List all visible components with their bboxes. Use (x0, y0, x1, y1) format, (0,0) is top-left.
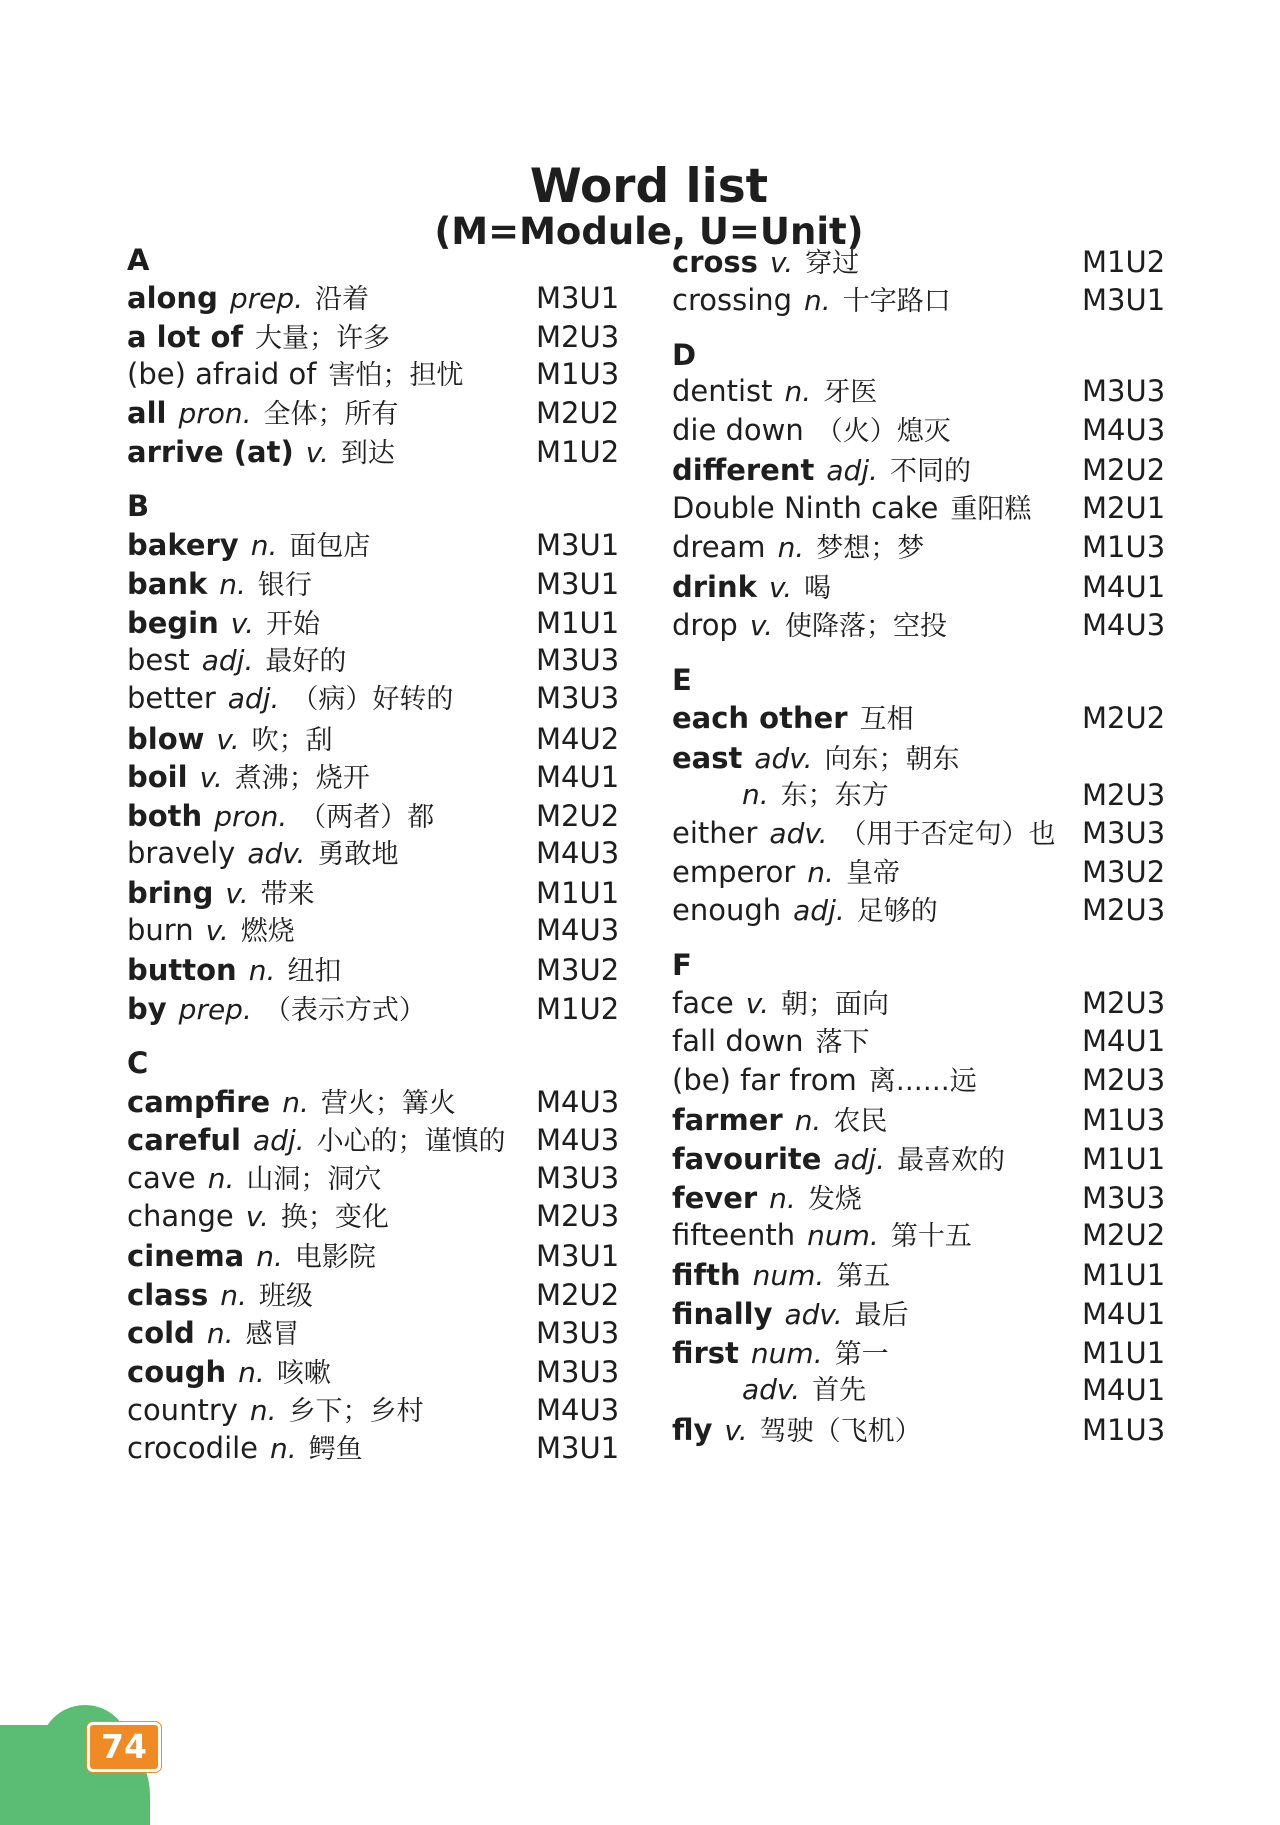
entry-chinese-meaning: 沿着 (315, 284, 370, 315)
entry-module-unit-code: M1U1 (536, 606, 620, 640)
entry-chinese-meaning: 鳄鱼 (308, 1434, 363, 1465)
entry-word: cold (127, 1316, 195, 1350)
entry-module-unit-code: M3U1 (536, 1431, 620, 1465)
entry-chinese-meaning: 害怕；担忧 (328, 360, 464, 391)
entry-chinese-meaning: 驾驶（飞机） (759, 1416, 922, 1447)
entry-chinese-meaning: 农民 (833, 1106, 888, 1137)
entry-word: drop (672, 608, 738, 642)
entry-word: east (672, 741, 743, 775)
entry-word: crossing (672, 283, 793, 317)
entry-module-unit-code: M4U3 (536, 1123, 620, 1157)
section-letter (672, 660, 1212, 700)
section-letter (672, 335, 1212, 375)
word-entry (672, 605, 1212, 645)
entry-chinese-meaning: 离……远 (868, 1066, 977, 1097)
entry-chinese-meaning: 朝；面向 (780, 989, 889, 1020)
entry-part-of-speech: adj. (833, 1143, 886, 1176)
entry-part-of-speech: n. (270, 1432, 297, 1465)
entry-chinese-meaning: 第一 (834, 1339, 889, 1370)
word-entry (672, 488, 1212, 528)
entry-word: finally (672, 1297, 773, 1331)
word-entry (672, 371, 1212, 411)
entry-module-unit-code: M2U2 (1082, 1218, 1166, 1252)
entry-word: by (127, 992, 167, 1026)
entry-chinese-meaning: 到达 (340, 438, 395, 469)
entry-word: blow (127, 722, 205, 756)
entry-part-of-speech: num. (807, 1219, 879, 1252)
entry-word: favourite (672, 1142, 822, 1176)
entry-part-of-speech: n. (207, 1162, 235, 1195)
entry-chinese-meaning: 纽扣 (287, 956, 342, 987)
entry-module-unit-code: M3U1 (536, 1239, 620, 1273)
entry-word: bakery (127, 528, 239, 562)
entry-part-of-speech: num. (752, 1259, 825, 1292)
section-letter (672, 945, 1212, 985)
entry-chinese-meaning: 落下 (815, 1027, 870, 1058)
entry-word: careful (127, 1123, 241, 1157)
entry-chinese-meaning: 十字路口 (842, 286, 951, 317)
word-entry (672, 738, 1212, 778)
entry-part-of-speech: pron. (214, 800, 288, 833)
entry-part-of-speech: v. (205, 914, 229, 947)
word-entry (672, 890, 1212, 930)
page-subtitle: (M=Module, U=Unit) (434, 210, 864, 253)
entry-module-unit-code: M3U3 (536, 1161, 620, 1195)
word-entry (672, 1255, 1212, 1295)
entry-part-of-speech: n. (769, 1182, 796, 1215)
entry-module-unit-code: M2U3 (536, 320, 620, 354)
entry-word: cross (672, 245, 758, 279)
entry-module-unit-code: M3U1 (536, 567, 620, 601)
entry-part-of-speech: n. (238, 1356, 265, 1389)
entry-part-of-speech: n. (282, 1086, 309, 1119)
entry-chinese-meaning: （两者）都 (299, 802, 435, 833)
entry-part-of-speech: adj. (252, 1124, 305, 1157)
entry-chinese-meaning: 不同的 (889, 456, 971, 487)
entry-word: farmer (672, 1103, 783, 1137)
entry-module-unit-code: M4U1 (1082, 570, 1166, 604)
entry-part-of-speech: n. (219, 568, 246, 601)
entry-chinese-meaning: 重阳糕 (950, 494, 1032, 525)
entry-part-of-speech: pron. (178, 397, 252, 430)
entry-part-of-speech: n. (794, 1104, 822, 1137)
entry-chinese-meaning: 感冒 (245, 1319, 300, 1350)
entry-module-unit-code: M4U3 (536, 913, 620, 947)
entry-word: either (672, 816, 758, 850)
entry-part-of-speech: prep. (229, 282, 304, 315)
entry-chinese-meaning: 全体；所有 (263, 399, 399, 430)
entry-chinese-meaning: 东；东方 (780, 780, 889, 811)
entry-module-unit-code: M2U3 (1082, 778, 1166, 812)
entry-part-of-speech: v. (749, 609, 774, 642)
entry-module-unit-code: M3U1 (1082, 283, 1166, 317)
entry-part-of-speech: adv. (784, 1298, 843, 1331)
entry-module-unit-code: M3U3 (1082, 1181, 1166, 1215)
word-entry (672, 983, 1212, 1023)
entry-word: begin (127, 606, 219, 640)
entry-chinese-meaning: 带来 (260, 879, 315, 910)
entry-chinese-meaning: 首先 (812, 1375, 867, 1406)
entry-chinese-meaning: 最后 (854, 1300, 909, 1331)
entry-module-unit-code: M3U3 (536, 1355, 620, 1389)
entry-chinese-meaning: 喝 (804, 573, 832, 604)
entry-module-unit-code: M3U3 (536, 643, 620, 677)
entry-part-of-speech: v. (225, 877, 249, 910)
word-entry (672, 280, 1212, 320)
entry-part-of-speech: v. (199, 761, 223, 794)
entry-part-of-speech: adv. (769, 817, 828, 850)
entry-word: fifth (672, 1258, 741, 1292)
entry-part-of-speech: n. (807, 856, 834, 889)
section-letter-text: C (127, 1046, 149, 1080)
section-letter-text: D (672, 338, 697, 372)
entry-module-unit-code: M3U1 (536, 528, 620, 562)
entry-word: both (127, 799, 203, 833)
word-entry (672, 1100, 1212, 1140)
entry-word: crocodile (127, 1431, 259, 1465)
entry-part-of-speech: num. (750, 1337, 823, 1370)
word-entry (672, 1178, 1212, 1218)
entry-chinese-meaning: 山洞；洞穴 (246, 1164, 382, 1195)
entry-module-unit-code: M3U3 (1082, 816, 1166, 850)
entry-word: bank (127, 567, 208, 601)
section-letter-text: E (672, 663, 692, 697)
entry-part-of-speech: n. (249, 1394, 277, 1427)
entry-chinese-meaning: 第十五 (890, 1221, 972, 1252)
entry-word: button (127, 953, 237, 987)
entry-chinese-meaning: 大量；许多 (255, 323, 391, 354)
entry-word: cough (127, 1355, 227, 1389)
word-entry (672, 1215, 1212, 1255)
word-entry (672, 410, 1212, 450)
entry-part-of-speech: n. (804, 284, 831, 317)
word-entry (672, 1410, 1212, 1450)
page-title: Word list (529, 159, 769, 214)
entry-module-unit-code: M4U1 (1082, 1024, 1166, 1058)
entry-word: different (672, 453, 815, 487)
word-entry (672, 527, 1212, 567)
entry-chinese-meaning: 足够的 (856, 896, 938, 927)
entry-chinese-meaning: 向东；朝东 (824, 744, 960, 775)
word-entry (672, 1060, 1212, 1100)
entry-module-unit-code: M1U2 (1082, 245, 1166, 279)
entry-part-of-speech: v. (230, 607, 254, 640)
entry-chinese-meaning: 最好的 (265, 646, 347, 677)
entry-module-unit-code: M3U3 (536, 681, 620, 715)
word-entry (672, 775, 1280, 815)
entry-part-of-speech: n. (256, 1240, 283, 1273)
entry-chinese-meaning: 穿过 (805, 248, 860, 279)
entry-part-of-speech: v. (745, 987, 769, 1020)
entry-word: change (127, 1199, 234, 1233)
entry-part-of-speech: n. (742, 778, 769, 811)
entry-module-unit-code: M4U3 (1082, 413, 1166, 447)
entry-module-unit-code: M1U1 (1082, 1142, 1166, 1176)
entry-part-of-speech: n. (784, 375, 812, 408)
entry-chinese-meaning: 乡下；乡村 (288, 1396, 424, 1427)
entry-chinese-meaning: 营火；篝火 (320, 1088, 456, 1119)
entry-word: each other (672, 701, 848, 735)
entry-module-unit-code: M3U1 (536, 281, 620, 315)
entry-word: dream (672, 530, 766, 564)
entry-module-unit-code: M1U3 (1082, 1413, 1166, 1447)
entry-word: emperor (672, 855, 796, 889)
entry-chinese-meaning: （用于否定句）也 (839, 819, 1056, 850)
entry-module-unit-code: M4U2 (536, 722, 620, 756)
word-entry (672, 1139, 1212, 1179)
entry-word: class (127, 1278, 209, 1312)
entry-word: a lot of (127, 320, 244, 354)
entry-chinese-meaning: 梦想；梦 (816, 533, 925, 564)
section-letter-text: A (127, 243, 150, 277)
entry-part-of-speech: v. (769, 246, 794, 279)
entry-chinese-meaning: 电影院 (294, 1242, 376, 1273)
entry-word: first (672, 1336, 739, 1370)
entry-module-unit-code: M4U3 (536, 836, 620, 870)
entry-part-of-speech: v. (724, 1414, 748, 1447)
entry-word: Double Ninth cake (672, 491, 939, 525)
word-entry (672, 698, 1212, 738)
word-entry (672, 567, 1212, 607)
entry-module-unit-code: M1U3 (1082, 530, 1166, 564)
entry-module-unit-code: M1U2 (536, 435, 620, 469)
section-letter-text: B (127, 489, 150, 523)
entry-word: (be) afraid of (127, 357, 317, 391)
entry-module-unit-code: M4U1 (1082, 1373, 1166, 1407)
entry-chinese-meaning: 煮沸；烧开 (234, 763, 370, 794)
entry-word: fifteenth (672, 1218, 796, 1252)
entry-module-unit-code: M2U2 (536, 799, 620, 833)
entry-chinese-meaning: 面包店 (289, 531, 371, 562)
entry-part-of-speech: prep. (178, 993, 252, 1026)
entry-part-of-speech: adj. (201, 644, 254, 677)
entry-module-unit-code: M4U3 (1082, 608, 1166, 642)
entry-part-of-speech: adv. (247, 837, 306, 870)
entry-word: drink (672, 570, 757, 604)
entry-part-of-speech: adj. (793, 894, 845, 927)
entry-module-unit-code: M2U3 (536, 1199, 620, 1233)
entry-word: cave (127, 1161, 196, 1195)
entry-word: along (127, 281, 218, 315)
entry-chinese-meaning: 班级 (258, 1281, 313, 1312)
entry-part-of-speech: adv. (742, 1373, 801, 1406)
entry-chinese-meaning: 换；变化 (280, 1202, 389, 1233)
entry-module-unit-code: M1U2 (536, 992, 620, 1026)
entry-chinese-meaning: 第五 (836, 1261, 891, 1292)
entry-word: fall down (672, 1024, 804, 1058)
entry-part-of-speech: adv. (754, 742, 813, 775)
entry-module-unit-code: M1U1 (1082, 1336, 1166, 1370)
entry-part-of-speech: v. (768, 571, 793, 604)
entry-word: all (127, 396, 167, 430)
entry-word: (be) far from (672, 1063, 857, 1097)
entry-part-of-speech: adj. (227, 682, 280, 715)
entry-module-unit-code: M1U3 (1082, 1103, 1166, 1137)
entry-part-of-speech: n. (206, 1317, 234, 1350)
entry-word: die down (672, 413, 804, 447)
entry-chinese-meaning: 勇敢地 (317, 839, 399, 870)
word-entry (672, 1294, 1212, 1334)
entry-chinese-meaning: 小心的；谨慎的 (316, 1126, 506, 1157)
entry-module-unit-code: M2U2 (1082, 701, 1166, 735)
entry-word: bring (127, 876, 214, 910)
entry-part-of-speech: v. (305, 436, 329, 469)
entry-word: boil (127, 760, 188, 794)
entry-chinese-meaning: 发烧 (807, 1184, 862, 1215)
entry-module-unit-code: M3U2 (536, 953, 620, 987)
entry-chinese-meaning: 燃烧 (240, 916, 295, 947)
entry-word: dentist (672, 374, 773, 408)
entry-module-unit-code: M4U1 (536, 760, 620, 794)
entry-word: cinema (127, 1239, 245, 1273)
entry-part-of-speech: v. (216, 723, 240, 756)
entry-chinese-meaning: 使降落；空投 (785, 611, 948, 642)
entry-chinese-meaning: 开始 (265, 609, 320, 640)
entry-part-of-speech: v. (245, 1200, 269, 1233)
entry-chinese-meaning: （火）熄灭 (815, 416, 951, 447)
entry-word: arrive (at) (127, 435, 294, 469)
entry-word: campfire (127, 1085, 271, 1119)
word-entry (672, 1333, 1212, 1373)
entry-chinese-meaning: 牙医 (823, 377, 878, 408)
entry-module-unit-code: M2U3 (1082, 1063, 1166, 1097)
entry-module-unit-code: M2U1 (1082, 491, 1166, 525)
entry-module-unit-code: M1U1 (1082, 1258, 1166, 1292)
entry-chinese-meaning: 最喜欢的 (897, 1145, 1006, 1176)
entry-part-of-speech: n. (777, 531, 805, 564)
entry-word: face (672, 986, 734, 1020)
entry-module-unit-code: M1U3 (536, 357, 620, 391)
entry-chinese-meaning: 吹；刮 (251, 725, 333, 756)
entry-module-unit-code: M4U3 (536, 1085, 620, 1119)
entry-word: better (127, 681, 216, 715)
entry-part-of-speech: n. (248, 954, 276, 987)
entry-module-unit-code: M3U3 (536, 1316, 620, 1350)
entry-module-unit-code: M1U1 (536, 876, 620, 910)
word-entry (672, 813, 1212, 853)
entry-word: fly (672, 1413, 713, 1447)
entry-word: burn (127, 913, 194, 947)
entry-chinese-meaning: （病）好转的 (291, 684, 454, 715)
entry-module-unit-code: M2U3 (1082, 893, 1166, 927)
word-entry (672, 1370, 1280, 1410)
entry-module-unit-code: M2U2 (536, 396, 620, 430)
word-entry (672, 852, 1212, 892)
entry-module-unit-code: M3U2 (1082, 855, 1166, 889)
entry-chinese-meaning: 皇帝 (845, 858, 900, 889)
page-number: 74 (87, 1722, 161, 1772)
entry-word: country (127, 1393, 238, 1427)
word-entry (672, 242, 1212, 282)
entry-module-unit-code: M4U1 (1082, 1297, 1166, 1331)
entry-module-unit-code: M2U2 (536, 1278, 620, 1312)
word-entry (672, 1021, 1212, 1061)
entry-part-of-speech: adj. (826, 454, 878, 487)
entry-module-unit-code: M3U3 (1082, 374, 1166, 408)
word-entry (672, 450, 1212, 490)
entry-module-unit-code: M2U3 (1082, 986, 1166, 1020)
entry-part-of-speech: n. (220, 1279, 247, 1312)
entry-word: bravely (127, 836, 236, 870)
entry-word: enough (672, 893, 782, 927)
entry-chinese-meaning: 银行 (257, 570, 312, 601)
entry-word: best (127, 643, 190, 677)
entry-chinese-meaning: 互相 (859, 704, 914, 735)
entry-chinese-meaning: 咳嗽 (276, 1358, 331, 1389)
entry-chinese-meaning: （表示方式） (263, 995, 426, 1026)
section-letter-text: F (672, 948, 692, 982)
entry-module-unit-code: M2U2 (1082, 453, 1166, 487)
entry-word: fever (672, 1181, 758, 1215)
entry-module-unit-code: M4U3 (536, 1393, 620, 1427)
entry-part-of-speech: n. (250, 529, 278, 562)
